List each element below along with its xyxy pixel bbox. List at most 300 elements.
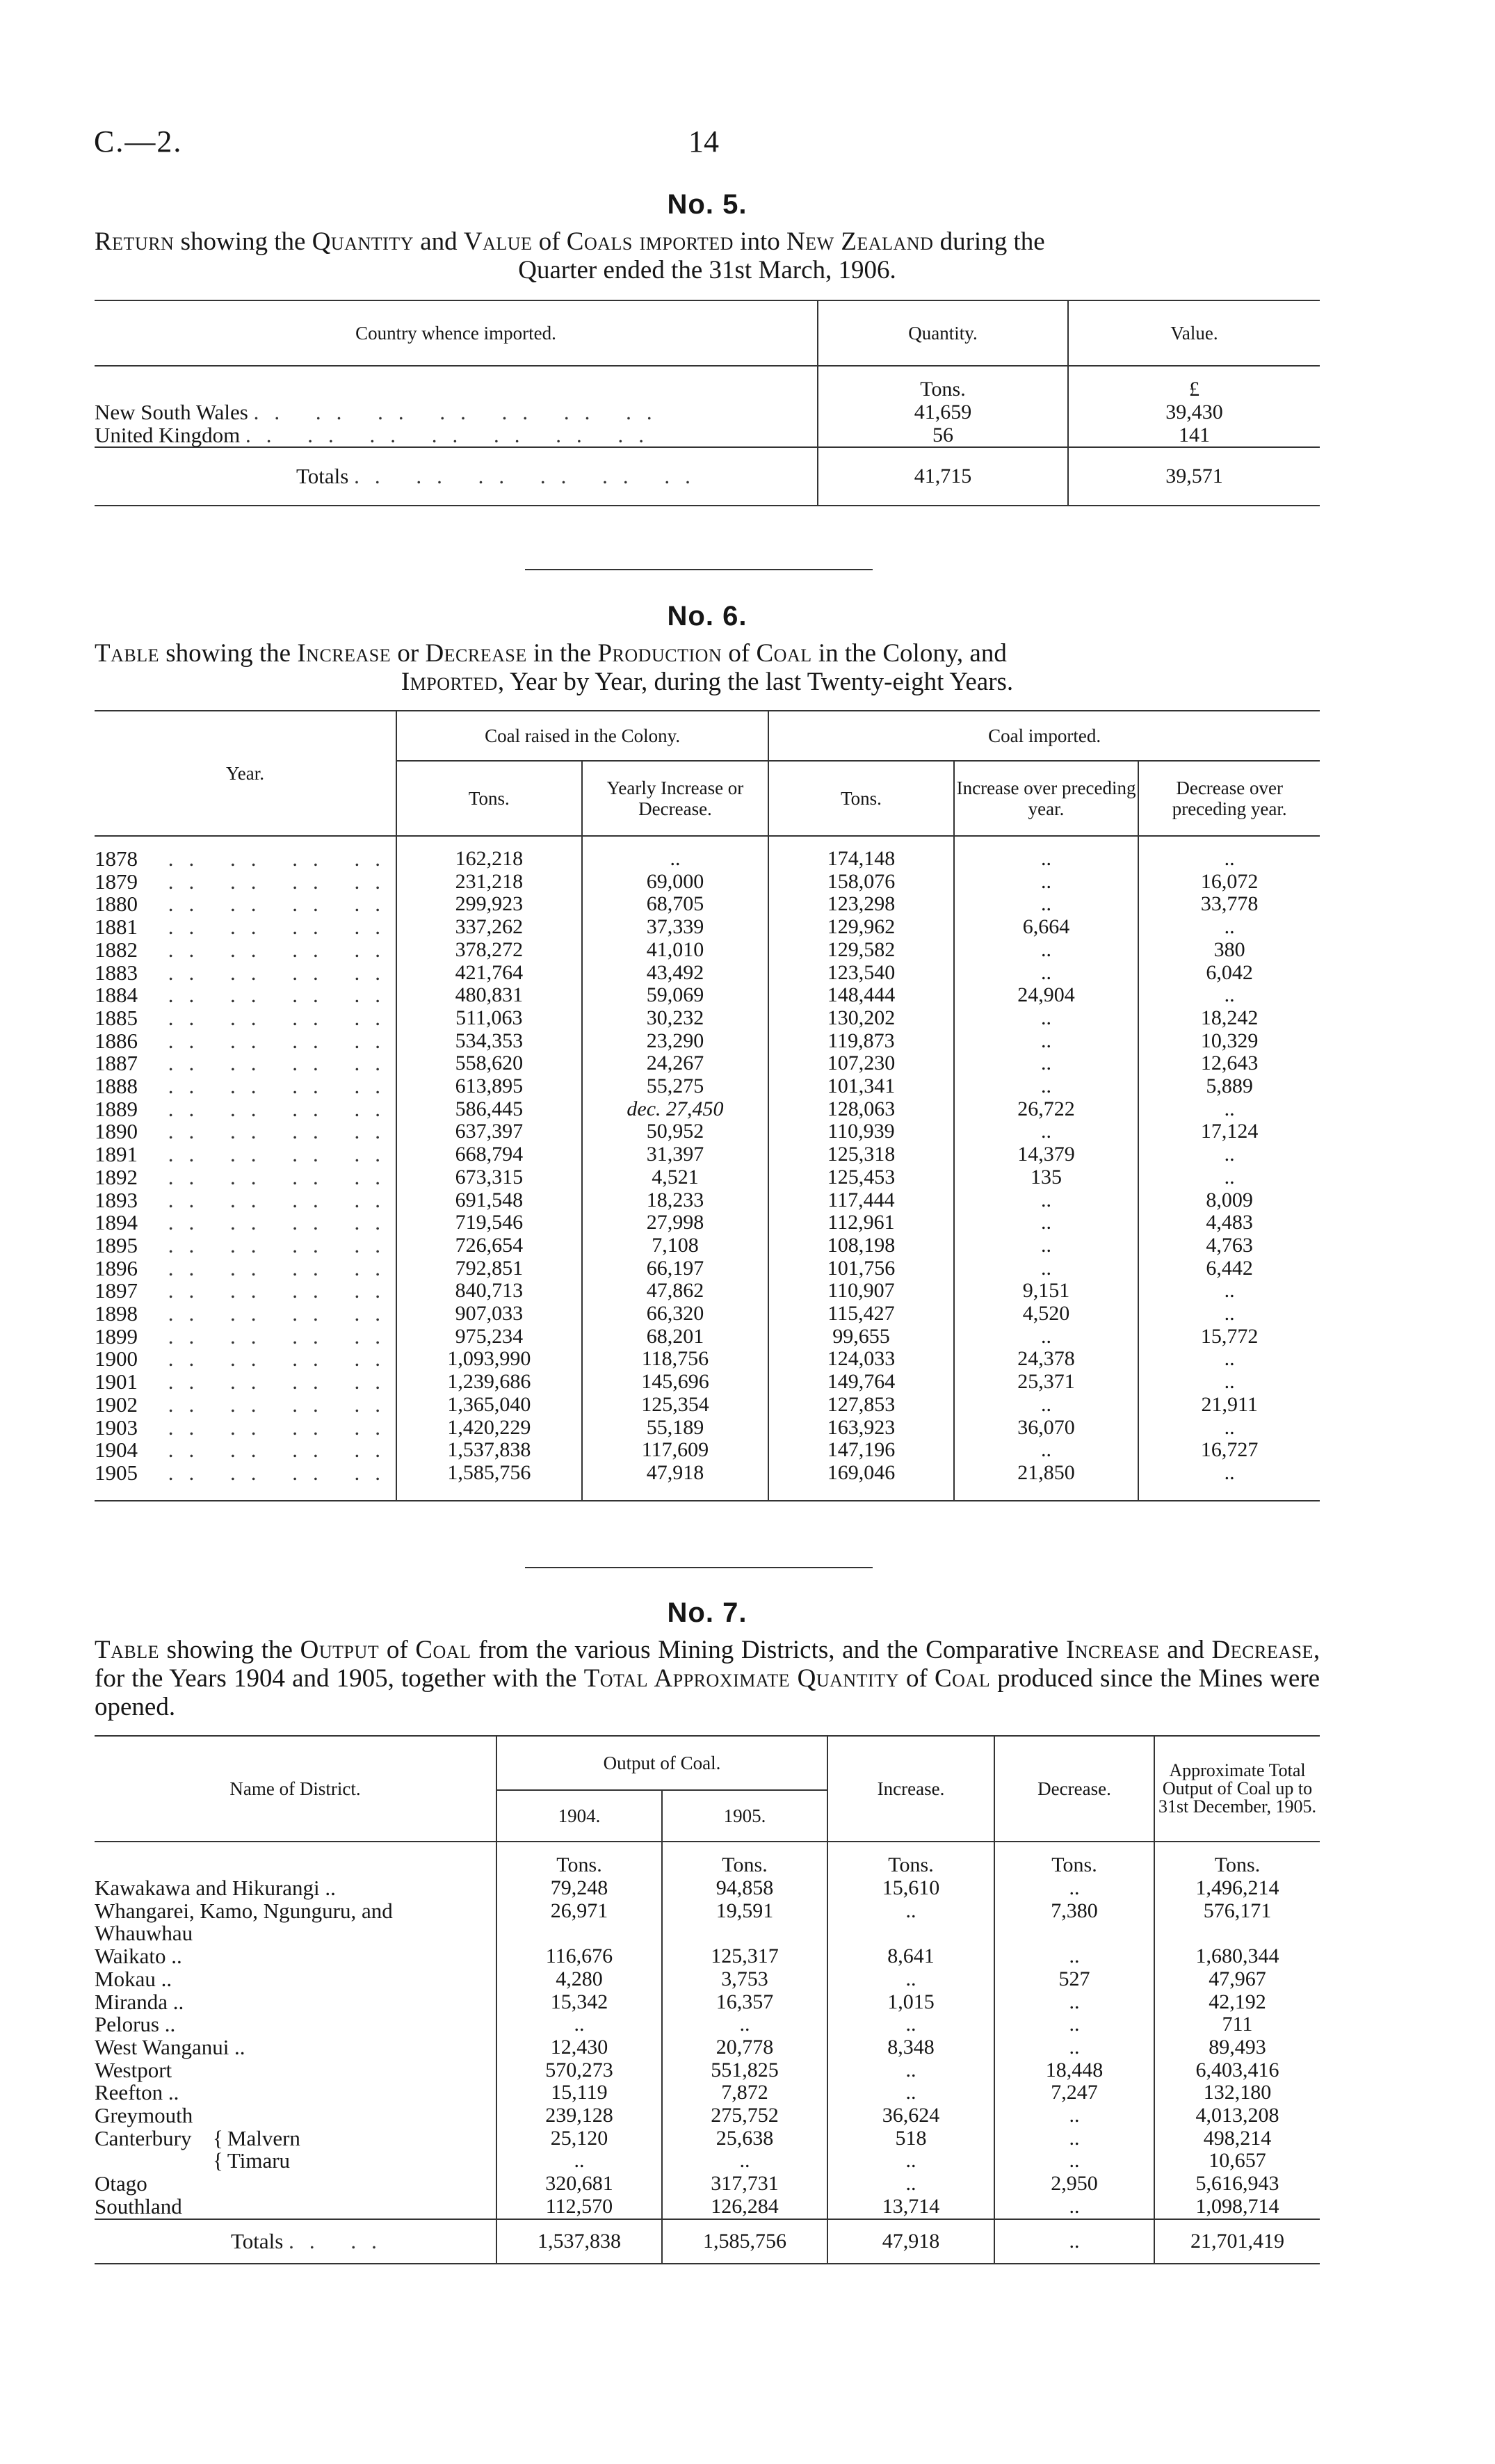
cell-inc: .. [954,1030,1139,1053]
year-cell: 1900 .. .. .. .. [95,1346,396,1371]
cell-inc: .. [954,1120,1139,1143]
table5-section [95,189,1320,506]
district-cell: Mokau .. [95,1966,172,1991]
cell-yearly: 41,010 [582,939,769,962]
cell-inc: 4,520 [954,1303,1139,1326]
cell-total: 47,967 [1154,1968,1320,1991]
cell-inc: 1,015 [827,1991,994,2014]
table7-col-1905: 1905. [662,1790,827,1842]
cell-yearly: 30,232 [582,1007,769,1030]
cell-dec: 16,072 [1138,871,1320,894]
cell-imp: 123,298 [768,893,954,916]
year-cell: 1880 .. .. .. .. [95,892,396,917]
table-row [95,962,1320,985]
table6-col-year: Year. [225,763,264,784]
cell-tons: 162,218 [396,848,582,871]
cell-tons: 480,831 [396,984,582,1007]
cell-tons: 1,239,686 [396,1371,582,1394]
year-cell: 1898 .. .. .. .. [95,1301,396,1326]
cell-yearly: 68,201 [582,1326,769,1348]
cell-imp: 163,923 [768,1417,954,1440]
cell-dec: .. [1138,1166,1320,1189]
cell-dec: 7,247 [994,2081,1154,2104]
cell-dec: 10,329 [1138,1030,1320,1053]
table7-col-total: Approximate Total Output of Coal up to 31st December, 1905. [1154,1736,1320,1842]
table-row [95,1234,1320,1257]
cell-imp: 147,196 [768,1439,954,1462]
cell-yearly: 7,108 [582,1234,769,1257]
table-row [95,939,1320,962]
cell-imp: 112,961 [768,1211,954,1234]
cell-total: 132,180 [1154,2081,1320,2104]
table6-group-raised: Coal raised in the Colony. [396,711,768,761]
cell-tons: 840,713 [396,1280,582,1303]
year-cell: 1892 .. .. .. .. [95,1164,396,1189]
cell-inc: 13,714 [827,2196,994,2219]
cell-yearly: 66,197 [582,1257,769,1280]
cell-inc: 15,610 [827,1877,994,1900]
year-cell: 1902 .. .. .. .. [95,1392,396,1417]
table-row [95,2150,1320,2173]
cell-tons: 673,315 [396,1166,582,1189]
document-code: C.—2. [94,124,183,159]
cell-imp: 149,764 [768,1371,954,1394]
cell-yearly: 50,952 [582,1120,769,1143]
table5-unit-value: £ [1068,366,1320,401]
table7-body [95,1877,1320,2219]
cell-imp: 107,230 [768,1052,954,1075]
page-number: 14 [688,124,719,159]
cell-dec: .. [994,2196,1154,2219]
table-row [95,2104,1320,2127]
cell-yearly: 118,756 [582,1348,769,1371]
cell-y1905: 125,317 [662,1945,827,1968]
table6-col-yearly: Yearly Increase or Decrease. [582,761,769,836]
cell-imp: 128,063 [768,1098,954,1121]
cell-imp: 99,655 [768,1326,954,1348]
cell-tons: 1,420,229 [396,1417,582,1440]
table-row [95,2081,1320,2104]
district-cell: Whauwhau [95,1921,193,1946]
table5-col-value: Value. [1068,300,1320,366]
year-cell: 1878 .. .. .. .. [95,846,396,871]
table-row [95,1417,1320,1440]
district-cell: West Wanganui .. [95,2034,245,2059]
cell-y1905: 16,357 [662,1991,827,2014]
cell-total: 89,493 [1154,2036,1320,2059]
year-cell: 1891 .. .. .. .. [95,1142,396,1167]
cell-imp: 148,444 [768,984,954,1007]
cell-tons: 1,585,756 [396,1462,582,1485]
table5-unit-quantity: Tons. [818,366,1068,401]
cell-imp: 115,427 [768,1303,954,1326]
cell-tons: 378,272 [396,939,582,962]
cell-inc: 36,624 [827,2104,994,2127]
table-row [95,2127,1320,2150]
table-row [95,871,1320,894]
cell-y1904: 116,676 [496,1945,662,1968]
cell-y1904: 15,119 [496,2081,662,2104]
table7-title: Table showing the Output of Coal from the various Mining Districts, and the Comparative Increase and Decrease, for the Years 1904 and 1905, together with the Total Approximate Quantity of Coal produced since the Mines were opened. [95,1636,1320,1721]
cell-dec: .. [994,2013,1154,2036]
cell-y1904: 25,120 [496,2127,662,2150]
cell-y1904: 26,971 [496,1900,662,1923]
table-row [95,1211,1320,1234]
cell-yearly: 18,233 [582,1189,769,1212]
table-row [95,1922,1320,1945]
table7: Name of District. Output of Coal. Increase. Decrease. Approximate Total Output of Coal up to 31st December, 1905. 1904. 1905. Tons. Tons. Tons. Tons. Tons. Kawakawa and Hikurangi .. 79,248 94,858 15,610 .. 1,496,214 Whangarei, Kamo, Ngunguru, and 26,971 19,591 .. 7,380 576,171 Whauwhau Waikato .. 116,676 125,317 8,641 .. 1,680,344 Mokau .. 4,280 3,753 .. 527 47,967 Miranda .. 15,342 16,357 1,015 .. 42,192 Pelorus .. .. .. .. .. 711 West Wanganui .. 12,430 20,778 8,348 .. 89,493 Westport 570,273 551,825 .. 18,448 6,403,416 Reefton .. 15,119 7,872 .. 7,247 132,180 Greymouth 239,128 275,752 36,624 .. 4,013,208 Canterbury { Malvern 25,120 25,638 518 .. 498,214 { Timaru .. .. .. .. 10,657 Otago 320,681 317,731 .. 2,950 5,616,943 Southland 112,570 126,284 13,714 .. 1,098,714 Totals .. .. 1,537,838 1,585,756 47,918 .. 21,701,419 [95,1735,1320,2264]
cell-inc: .. [954,1189,1139,1212]
table5 [95,300,1320,506]
year-cell: 1901 .. .. .. .. [95,1369,396,1394]
cell-dec: 2,950 [994,2173,1154,2196]
cell-dec: .. [994,1877,1154,1900]
cell-total: 1,098,714 [1154,2196,1320,2219]
cell-imp: 119,873 [768,1030,954,1053]
cell-y1904: 15,342 [496,1991,662,2014]
year-cell: 1888 .. .. .. .. [95,1074,396,1099]
table6-title: Table showing the Increase or Decrease in the Production of Coal in the Colony, and Imported, Year by Year, during the last Twenty-eight Years. [95,639,1014,696]
cell-yearly: 59,069 [582,984,769,1007]
cell-y1904: 12,430 [496,2036,662,2059]
cell-inc: .. [954,1234,1139,1257]
cell-total: 498,214 [1154,2127,1320,2150]
cell-dec: 5,889 [1138,1075,1320,1098]
cell-inc: 26,722 [954,1098,1139,1121]
district-cell: Pelorus .. [95,2012,176,2037]
cell-imp: 110,939 [768,1120,954,1143]
district-cell: Whangarei, Kamo, Ngunguru, and [95,1898,393,1923]
table6-col-tons: Tons. [396,761,582,836]
cell-inc: .. [954,1439,1139,1462]
table5-col-quantity: Quantity. [818,300,1068,366]
cell-yearly: 66,320 [582,1303,769,1326]
year-cell: 1894 .. .. .. .. [95,1210,396,1235]
cell-dec: 8,009 [1138,1189,1320,1212]
cell-imp: 125,318 [768,1143,954,1166]
cell-y1904: 320,681 [496,2173,662,2196]
cell-dec: .. [1138,1098,1320,1121]
table6-col-decrease: Decrease over preceding year. [1138,761,1320,836]
cell-inc: 135 [954,1166,1139,1189]
brace-mark: { [213,2148,223,2173]
cell-inc: 25,371 [954,1371,1139,1394]
cell-yearly: 117,609 [582,1439,769,1462]
district-cell: Southland [95,2193,182,2219]
cell-y1905: 20,778 [662,2036,827,2059]
cell-dec: 527 [994,1968,1154,1991]
cell-dec: .. [994,1991,1154,2014]
cell-dec: .. [1138,1280,1320,1303]
cell-total: 576,171 [1154,1900,1320,1923]
cell-dec: .. [1138,984,1320,1007]
table-row [95,1348,1320,1371]
district-cell: Miranda .. [95,1989,184,2014]
cell-dec: 6,442 [1138,1257,1320,1280]
cell-tons: 231,218 [396,871,582,894]
cell-yearly: 55,275 [582,1075,769,1098]
year-cell: 1882 .. .. .. .. [95,937,396,962]
table-row [95,2196,1320,2219]
table6-section [95,601,1320,1501]
year-cell: 1897 .. .. .. .. [95,1278,396,1303]
cell-inc: 9,151 [954,1280,1139,1303]
year-cell: 1904 .. .. .. .. [95,1438,396,1463]
cell-yearly: 4,521 [582,1166,769,1189]
cell-y1905: .. [662,2013,827,2036]
cell-dec: 17,124 [1138,1120,1320,1143]
year-cell: 1895 .. .. .. .. [95,1232,396,1257]
cell-total: 42,192 [1154,1991,1320,2014]
cell-dec: .. [1138,1462,1320,1485]
cell-dec: 4,483 [1138,1211,1320,1234]
table-row [95,1030,1320,1053]
cell-tons: 534,353 [396,1030,582,1053]
table-row [95,1394,1320,1417]
cell-dec: .. [1138,1143,1320,1166]
cell-dec: 380 [1138,939,1320,962]
cell-yearly: 43,492 [582,962,769,985]
district-cell: Kawakawa and Hikurangi .. [95,1876,336,1900]
cell-y1905: 7,872 [662,2081,827,2104]
cell-imp: 127,853 [768,1394,954,1417]
cell-y1904: .. [496,2150,662,2173]
year-cell: 1883 .. .. .. .. [95,960,396,985]
district-cell: Reefton .. [95,2080,179,2105]
table-row [95,1968,1320,1991]
district-cell: Waikato .. [95,1944,182,1969]
cell-dec: .. [1138,1371,1320,1394]
table5-totals-row: Totals .. .. .. .. .. .. 41,715 39,571 [95,447,1320,506]
cell-tons: 511,063 [396,1007,582,1030]
cell-imp: 101,341 [768,1075,954,1098]
table-row [95,893,1320,916]
table-row [95,1326,1320,1348]
district-cell: Canterbury { Malvern [95,2125,300,2150]
table-row [95,1945,1320,1968]
cell-yearly: dec. 27,450 [582,1098,769,1121]
cell-tons: 792,851 [396,1257,582,1280]
table-row [95,916,1320,939]
cell-imp: 174,148 [768,848,954,871]
cell-inc: 24,904 [954,984,1139,1007]
cell-dec: 4,763 [1138,1234,1320,1257]
year-cell: 1889 .. .. .. .. [95,1096,396,1121]
cell-tons: 975,234 [396,1326,582,1348]
cell-y1904: .. [496,2013,662,2036]
cell-inc: 21,850 [954,1462,1139,1485]
cell-tons: 337,262 [396,916,582,939]
year-cell: 1887 .. .. .. .. [95,1051,396,1076]
table5-number: No. 5. [667,189,748,220]
table6-body [95,848,1320,1485]
cell-dec: .. [994,2150,1154,2173]
table-row [95,1900,1320,1923]
table-row [95,1143,1320,1166]
cell-y1905: 317,731 [662,2173,827,2196]
table7-section [95,1597,1320,2264]
cell-yearly: 27,998 [582,1211,769,1234]
cell-y1905: 19,591 [662,1900,827,1923]
table-row [95,1257,1320,1280]
cell-y1904: 79,248 [496,1877,662,1900]
table7-col-decrease: Decrease. [994,1736,1154,1842]
cell-yearly: 55,189 [582,1417,769,1440]
table-row [95,1280,1320,1303]
cell-tons: 558,620 [396,1052,582,1075]
cell-tons: 586,445 [396,1098,582,1121]
year-cell: 1896 .. .. .. .. [95,1255,396,1280]
cell-total: 10,657 [1154,2150,1320,2173]
year-cell: 1893 .. .. .. .. [95,1187,396,1212]
cell-y1905: 25,638 [662,2127,827,2150]
cell-imp: 117,444 [768,1189,954,1212]
table6-group-imported: Coal imported. [768,711,1320,761]
table7-col-increase: Increase. [827,1736,994,1842]
cell-tons: 613,895 [396,1075,582,1098]
cell-yearly: 24,267 [582,1052,769,1075]
cell-tons: 668,794 [396,1143,582,1166]
cell-y1905: 94,858 [662,1877,827,1900]
cell-imp: 169,046 [768,1462,954,1485]
cell-imp: 124,033 [768,1348,954,1371]
cell-dec: .. [1138,848,1320,871]
cell-inc: .. [827,2150,994,2173]
district-cell: Otago [95,2171,147,2196]
table-row [95,984,1320,1007]
cell-yearly: 145,696 [582,1371,769,1394]
cell-imp: 129,962 [768,916,954,939]
cell-total: 711 [1154,2013,1320,2036]
cell-total: 1,680,344 [1154,1945,1320,1968]
table6-col-tons-imported: Tons. [768,761,954,836]
table5-title: Return showing the Quantity and Value of Coals imported into New Zealand during the Quarter ended the 31st March, 1906. [95,227,1045,284]
year-cell: 1886 .. .. .. .. [95,1028,396,1053]
table-row [95,1439,1320,1462]
cell-inc: .. [954,1075,1139,1098]
year-cell: 1890 .. .. .. .. [95,1119,396,1144]
table-row [95,1052,1320,1075]
cell-imp: 110,907 [768,1280,954,1303]
cell-total: 1,496,214 [1154,1877,1320,1900]
table-row [95,2036,1320,2059]
cell-dec: .. [994,2036,1154,2059]
cell-y1905: 126,284 [662,2196,827,2219]
table6-number: No. 6. [667,601,748,631]
table7-group-output: Output of Coal. [496,1736,827,1790]
cell-dec: .. [1138,1348,1320,1371]
cell-y1904: 112,570 [496,2196,662,2219]
cell-y1904: 4,280 [496,1968,662,1991]
cell-imp: 101,756 [768,1257,954,1280]
cell-tons: 299,923 [396,893,582,916]
cell-inc: .. [954,871,1139,894]
table7-number: No. 7. [667,1597,748,1628]
cell-inc: .. [827,1900,994,1923]
cell-dec: .. [994,2127,1154,2150]
cell-inc: .. [954,1211,1139,1234]
district-cell: Greymouth [95,2103,193,2128]
cell-tons: 421,764 [396,962,582,985]
cell-yearly: .. [582,848,769,871]
year-cell: 1881 .. .. .. .. [95,915,396,940]
cell-imp: 123,540 [768,962,954,985]
cell-imp: 108,198 [768,1234,954,1257]
cell-inc: .. [954,939,1139,962]
table-row [95,1120,1320,1143]
cell-y1905: 551,825 [662,2059,827,2082]
year-cell: 1879 .. .. .. .. [95,869,396,894]
table-row [95,2013,1320,2036]
table6 [95,710,1320,1501]
table-row [95,848,1320,871]
cell-dec: .. [1138,1303,1320,1326]
table-row [95,2173,1320,2196]
cell-yearly: 68,705 [582,893,769,916]
cell-tons: 1,365,040 [396,1394,582,1417]
cell-tons: 907,033 [396,1303,582,1326]
table-row [95,1371,1320,1394]
cell-inc: .. [954,1257,1139,1280]
cell-dec: .. [1138,916,1320,939]
table7-col-name: Name of District. [229,1778,361,1799]
table-row [95,1462,1320,1485]
cell-imp: 129,582 [768,939,954,962]
cell-y1904: 570,273 [496,2059,662,2082]
cell-imp: 158,076 [768,871,954,894]
cell-imp: 125,453 [768,1166,954,1189]
table-row [95,1991,1320,2014]
cell-tons: 726,654 [396,1234,582,1257]
cell-dec: .. [994,2104,1154,2127]
cell-dec: .. [1138,1417,1320,1440]
table7-totals-row: Totals .. .. 1,537,838 1,585,756 47,918 .. 21,701,419 [95,2219,1320,2264]
table-row [95,1189,1320,1212]
cell-inc: .. [954,848,1139,871]
year-cell: 1885 .. .. .. .. [95,1005,396,1030]
table-row [95,1007,1320,1030]
cell-dec: 33,778 [1138,893,1320,916]
cell-inc: 518 [827,2127,994,2150]
cell-inc: 8,641 [827,1945,994,1968]
cell-total: 4,013,208 [1154,2104,1320,2127]
cell-y1904: 239,128 [496,2104,662,2127]
brace-mark: { [213,2125,223,2150]
cell-dec: 6,042 [1138,962,1320,985]
cell-yearly: 47,862 [582,1280,769,1303]
cell-imp: 130,202 [768,1007,954,1030]
table-row [95,1877,1320,1900]
cell-dec: 18,448 [994,2059,1154,2082]
cell-inc: .. [827,2059,994,2082]
cell-inc: .. [827,2173,994,2196]
cell-inc: 6,664 [954,916,1139,939]
cell-inc: .. [827,1968,994,1991]
cell-inc: .. [954,962,1139,985]
cell-dec: .. [994,1945,1154,1968]
year-cell: 1899 .. .. .. .. [95,1323,396,1348]
table-row [95,2059,1320,2082]
cell-dec: 18,242 [1138,1007,1320,1030]
cell-y1905: .. [662,2150,827,2173]
cell-inc: .. [954,1394,1139,1417]
cell-inc: 8,348 [827,2036,994,2059]
cell-tons: 691,548 [396,1189,582,1212]
cell-inc: 14,379 [954,1143,1139,1166]
cell-tons: 719,546 [396,1211,582,1234]
cell-yearly: 23,290 [582,1030,769,1053]
cell-inc: 36,070 [954,1417,1139,1440]
